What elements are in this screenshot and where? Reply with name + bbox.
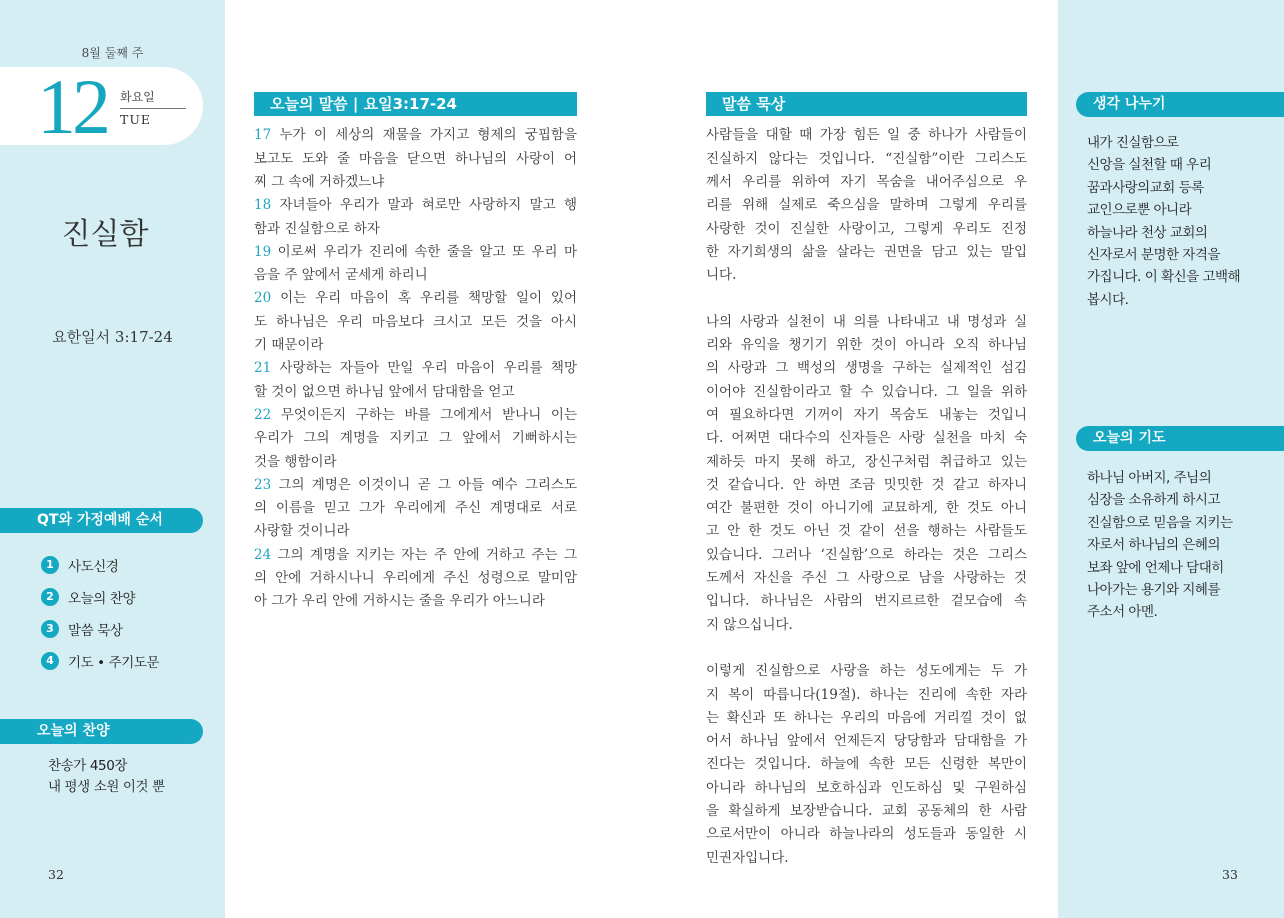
text-line: 니다. <box>706 267 737 284</box>
verse-text: 사랑하는 자들아 만일 우리 마음이 우리를 책망 <box>279 360 577 377</box>
theme-title: 진실함 <box>61 217 149 252</box>
page-number-right: 33 <box>1222 867 1238 882</box>
order-step <box>41 555 119 575</box>
sharing-text <box>1087 132 1240 312</box>
verse-text: 함과 진실함으로 하자 <box>254 220 380 237</box>
order-step <box>41 619 122 639</box>
hymn-info <box>48 756 165 798</box>
order-section-header: QT와 가정예배 순서 <box>0 508 203 533</box>
prayer-header: 오늘의 기도 <box>1076 426 1284 451</box>
verse-text: 기 때문이라 <box>254 337 324 354</box>
verse-line <box>254 497 577 520</box>
text-line: 다. 어쩌면 대다수의 신자들은 사랑 실천을 마치 숙 <box>706 430 1027 447</box>
order-step <box>41 651 159 671</box>
verse-text: 음을 주 앞에서 굳세게 하리니 <box>254 267 428 284</box>
verse-text: 찌 그 속에 거하겠느냐 <box>254 173 385 190</box>
text-line: 있습니다. 그러나 ‘진실함’으로 하라는 것은 그리스 <box>706 546 1027 563</box>
verse-line <box>254 427 577 450</box>
verse-number: 17 <box>254 127 272 144</box>
verse-number: 24 <box>254 546 272 563</box>
verse-number: 20 <box>254 290 272 307</box>
step-number-badge: 3 <box>41 620 59 638</box>
text-line: 고 안 한 것도 아닌 것 같이 선을 행하는 사람들도 <box>706 523 1027 540</box>
text-line: 나의 사랑과 실천이 내 의를 나타내고 내 명성과 실 <box>706 313 1027 330</box>
verse-text: 그의 계명은 이것이니 곧 그 아들 예수 그리스도 <box>278 476 577 493</box>
week-label: 8월 둘째 주 <box>81 46 144 60</box>
text-line: 나아가는 용기와 지혜를 <box>1087 581 1220 598</box>
text-line: 께서 우리를 위하여 자기 목숨을 내어주심으로 우 <box>706 173 1027 190</box>
meditation-paragraph <box>706 311 1027 637</box>
weekday-english: TUE <box>120 112 151 127</box>
step-number-badge: 1 <box>41 556 59 574</box>
text-line: 이렇게 진실함으로 사랑을 하는 성도에게는 두 가 <box>706 663 1027 680</box>
verse-line <box>254 567 577 590</box>
verse-text: 것을 행함이라 <box>254 453 337 470</box>
text-line: 아니라 하나님의 보호하심과 인도하심 및 구원하심 <box>706 779 1027 796</box>
text-line: 사람들을 대할 때 가장 힘든 일 중 하나가 사람들이 <box>706 127 1027 144</box>
verse-line <box>254 287 577 310</box>
text-line: 민권자입니다. <box>706 849 789 866</box>
verse-text: 그의 계명을 지키는 자는 주 안에 거하고 주는 그 <box>277 546 577 563</box>
text-line: 하나님 아버지, 주님의 <box>1087 469 1212 486</box>
verse-number: 19 <box>254 243 272 260</box>
text-line: 리를 위해 실제로 죽으심을 말하며 그렇게 우리를 <box>706 197 1027 214</box>
text-line: 신앙을 실천할 때 우리 <box>1087 157 1212 174</box>
verse-line <box>254 124 577 147</box>
sharing-header: 생각 나누기 <box>1076 92 1284 117</box>
verse-line <box>254 520 577 543</box>
verse-text: 도 하나님은 우리 마음보다 크시고 모든 것을 아시 <box>254 313 577 330</box>
verse-line <box>254 148 577 171</box>
text-line: 것 같습니다. 안 하면 조금 밋밋한 것 같고 하자니 <box>706 476 1027 493</box>
verse-text: 누가 이 세상의 재물을 가지고 형제의 궁핍함을 <box>279 127 577 144</box>
verse-line <box>254 474 577 497</box>
verse-line <box>254 311 577 334</box>
verse-line <box>254 241 577 264</box>
verse-number: 21 <box>254 360 272 377</box>
hymn-title: 내 평생 소원 이것 뿐 <box>48 779 165 795</box>
text-line: 제하듯 마지 못해 하고, 장신구처럼 취급하고 있는 <box>706 453 1027 470</box>
verse-line <box>254 404 577 427</box>
text-line: 가집니다. 이 확신을 고백해 <box>1087 269 1241 286</box>
meditation-text <box>706 124 1027 870</box>
text-line: 사랑한 것이 진실한 사랑이고, 그렇게 우리도 진정 <box>706 220 1027 237</box>
hymn-section-header: 오늘의 찬양 <box>0 719 203 744</box>
text-line: 이어야 진실함이라고 할 수 있습니다. 그 일을 위하 <box>706 383 1027 400</box>
text-line: 진실하지 않다는 것입니다. “진실함”이란 그리스도 <box>706 150 1027 167</box>
verse-line <box>254 194 577 217</box>
verse-line <box>254 590 577 613</box>
weekday-divider <box>120 108 186 109</box>
step-label: 기도 • 주기도문 <box>68 655 160 671</box>
text-line: 진다는 것입니다. 하늘에 속한 모든 신령한 복만이 <box>706 756 1027 773</box>
meditation-paragraph <box>706 124 1027 287</box>
text-line: 을 확실하게 보장받습니다. 교회 공동체의 한 사람 <box>706 803 1027 819</box>
scripture-reference: 요한일서 3:17-24 <box>52 328 173 346</box>
verse-line <box>254 334 577 357</box>
verse-text: 의 이름을 믿고 그가 우리에게 주신 계명대로 서로 <box>254 500 577 517</box>
text-line: 어서 하나님 앞에서 언제든지 당당함과 담대함을 가 <box>706 733 1027 750</box>
verse-number: 23 <box>254 476 272 493</box>
scripture-header: 오늘의 말씀 | 요일3:17-24 <box>254 92 577 116</box>
verse-text: 이는 우리 마음이 혹 우리를 책망할 일이 있어 <box>280 290 577 307</box>
meditation-header: 말씀 묵상 <box>706 92 1027 116</box>
text-line: 여 필요하다면 기꺼이 자기 목숨도 내놓는 것입니 <box>706 406 1027 423</box>
verse-line <box>254 218 577 241</box>
page-number-left: 32 <box>48 867 64 882</box>
text-line: 지 않으십니다. <box>706 616 793 633</box>
text-line: 으로서만이 아니라 하늘나라의 성도들과 동일한 시 <box>706 826 1027 843</box>
text-line: 심장을 소유하게 하시고 <box>1087 492 1220 509</box>
verse-text: 자녀들아 우리가 말과 혀로만 사랑하지 말고 행 <box>279 197 577 214</box>
text-line: 자로서 하나님의 은혜의 <box>1087 537 1220 554</box>
verse-text: 무엇이든지 구하는 바를 그에게서 받나니 이는 <box>280 406 577 423</box>
day-number: 12 <box>37 63 107 150</box>
text-line: 신자로서 분명한 자격을 <box>1087 246 1220 263</box>
order-step <box>41 587 135 607</box>
text-line: 한 자기희생의 삶을 살라는 권면을 담고 있는 말입 <box>706 243 1027 260</box>
text-line: 여간 불편한 것이 아니기에 교묘하게, 한 것도 아니 <box>706 500 1027 517</box>
step-label: 오늘의 찬양 <box>68 591 136 607</box>
text-line: 의 사랑과 그 백성의 생명을 구하는 실제적인 섬김 <box>706 360 1027 377</box>
verse-line <box>254 264 577 287</box>
text-line: 보좌 앞에 언제나 담대히 <box>1087 559 1224 576</box>
verse-line <box>254 171 577 194</box>
verse-text: 우리가 그의 계명을 지키고 그 앞에서 기뻐하시는 <box>254 430 577 447</box>
scripture-text <box>254 124 577 613</box>
text-line: 도께서 자신을 주신 그 사랑으로 남을 사랑하는 것 <box>706 570 1027 587</box>
prayer-text <box>1087 467 1233 624</box>
meditation-paragraph <box>706 660 1027 870</box>
verse-line <box>254 451 577 474</box>
verse-line <box>254 544 577 567</box>
step-number-badge: 2 <box>41 588 59 606</box>
verse-text: 할 것이 없으면 하나님 앞에서 담대함을 얻고 <box>254 383 515 400</box>
step-label: 말씀 묵상 <box>68 623 123 639</box>
text-line: 입니다. 하나님은 사람의 번지르르한 겉모습에 속 <box>706 593 1027 610</box>
step-label: 사도신경 <box>68 559 119 575</box>
text-line: 진실함으로 믿음을 지키는 <box>1087 514 1233 531</box>
verse-text: 아 그가 우리 안에 거하시는 줄을 우리가 아느니라 <box>254 593 545 610</box>
text-line: 내가 진실함으로 <box>1087 134 1179 151</box>
verse-line <box>254 357 577 380</box>
verse-text: 이로써 우리가 진리에 속한 줄을 알고 또 우리 마 <box>277 243 577 260</box>
verse-line <box>254 381 577 404</box>
text-line: 리와 유익을 챙기기 위한 것이 아니라 오직 하나님 <box>706 337 1027 354</box>
step-number-badge: 4 <box>41 652 59 670</box>
verse-number: 18 <box>254 197 272 214</box>
verse-number: 22 <box>254 406 272 423</box>
weekday-korean: 화요일 <box>120 90 155 104</box>
text-line: 주소서 아멘. <box>1087 604 1158 621</box>
text-line: 교인으로뿐 아니라 <box>1087 202 1192 219</box>
verse-text: 의 안에 거하시나니 우리에게 주신 성령으로 말미암 <box>254 570 577 587</box>
text-line: 하늘나라 천상 교회의 <box>1087 224 1208 241</box>
text-line: 꿈과사랑의교회 등록 <box>1087 179 1204 196</box>
verse-text: 사랑할 것이니라 <box>254 523 350 540</box>
hymn-number: 찬송가 450장 <box>48 758 128 774</box>
text-line: 지 복이 따릅니다(19절). 하나는 진리에 속한 자라 <box>706 686 1027 703</box>
verse-text: 보고도 도와 줄 마음을 닫으면 하나님의 사랑이 어 <box>254 150 577 167</box>
text-line: 봅시다. <box>1087 291 1129 308</box>
text-line: 는 확신과 또 하나는 우리의 마음에 거리낄 것이 없 <box>706 709 1027 726</box>
